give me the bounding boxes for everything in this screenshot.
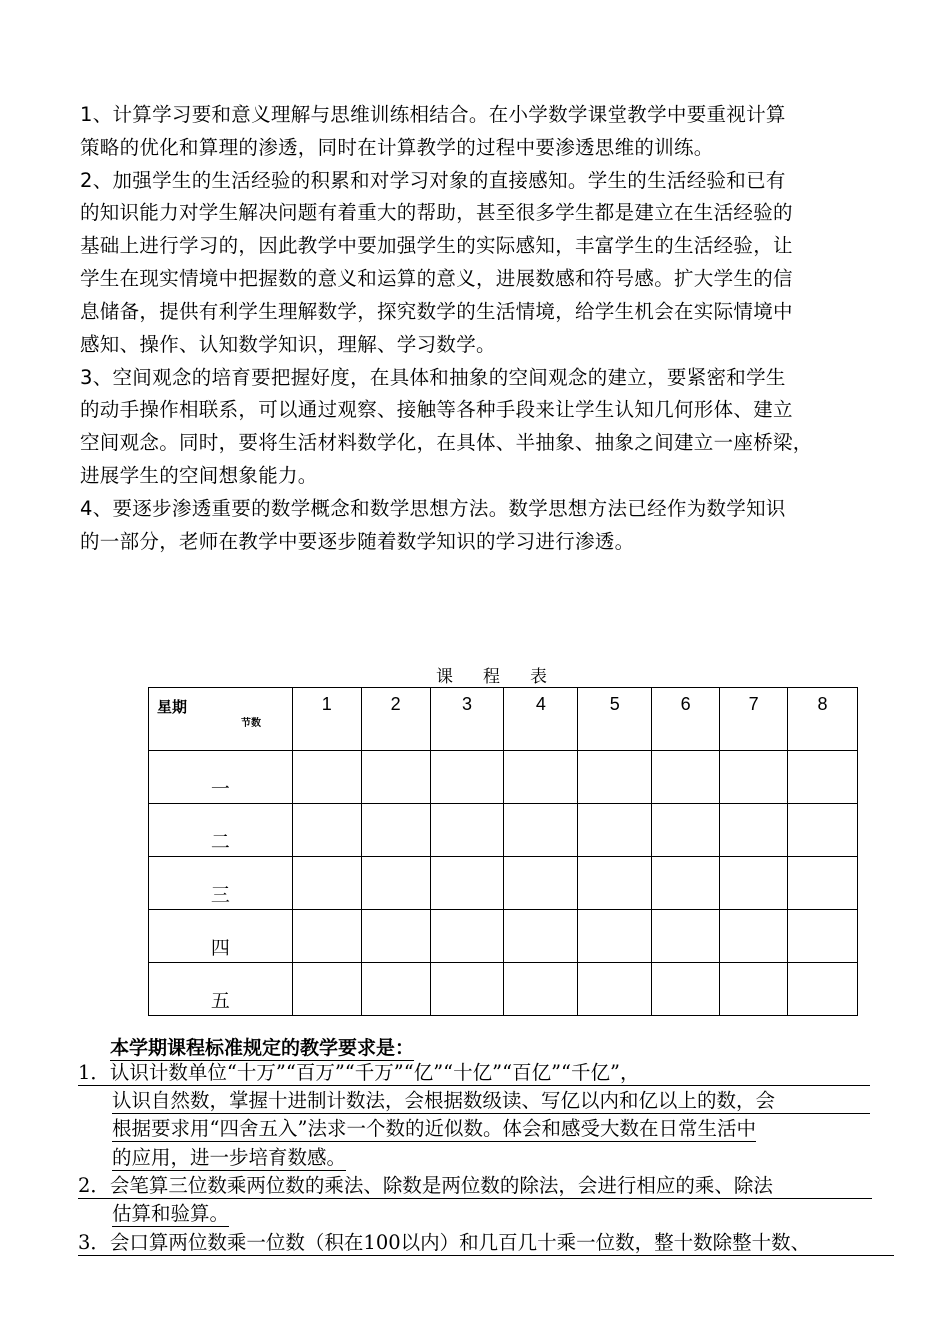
paragraph-line: 3、空间观念的培育要把握好度，在具体和抽象的空间观念的建立，要紧密和学生 — [80, 366, 786, 389]
schedule-cell[interactable] — [292, 751, 361, 804]
paragraph-line: 2、加强学生的生活经验的积累和对学习对象的直接感知。学生的生活经验和已有 — [80, 169, 786, 192]
requirement-line: 估算和验算。 — [112, 1202, 230, 1225]
period-header: 7 — [720, 688, 788, 751]
schedule-cell[interactable] — [361, 910, 430, 963]
period-header: 1 — [292, 688, 361, 751]
day-label: 四 — [149, 910, 293, 963]
paragraph-line: 的知识能力对学生解决问题有着重大的帮助，甚至很多学生都是建立在生活经验的 — [80, 201, 793, 224]
day-row — [149, 857, 858, 910]
schedule-cell[interactable] — [578, 804, 652, 857]
schedule-cell[interactable] — [578, 963, 652, 1016]
schedule-cell[interactable] — [720, 804, 788, 857]
schedule-cell[interactable] — [361, 963, 430, 1016]
schedule-cell[interactable] — [578, 857, 652, 910]
schedule-cell[interactable] — [652, 910, 720, 963]
schedule-cell[interactable] — [361, 857, 430, 910]
schedule-cell[interactable] — [292, 857, 361, 910]
period-header: 8 — [788, 688, 858, 751]
schedule-cell[interactable] — [430, 857, 504, 910]
period-header: 5 — [578, 688, 652, 751]
schedule-cell[interactable] — [292, 910, 361, 963]
schedule-cell[interactable] — [652, 804, 720, 857]
header-row — [149, 688, 858, 751]
requirement-line: 的应用，进一步培育数感。 — [112, 1146, 347, 1169]
paragraph-line: 息储备，提供有利学生理解数学，探究数学的生活情境，给学生机会在实际情境中 — [80, 300, 793, 323]
schedule-cell[interactable] — [720, 857, 788, 910]
schedule-cell[interactable] — [430, 804, 504, 857]
schedule-cell[interactable] — [720, 910, 788, 963]
schedule-cell[interactable] — [292, 963, 361, 1016]
day-label: 五 — [149, 963, 293, 1016]
paragraph-line: 4、要逐步渗透重要的数学概念和数学思想方法。数学思想方法已经作为数学知识 — [80, 497, 786, 520]
requirement-line: 根据要求用“四舍五入”法求一个数的近似数。体会和感受大数在日常生活中 — [112, 1117, 756, 1140]
paragraph-line: 基础上进行学习的，因此教学中要加强学生的实际感知，丰富学生的生活经验，让 — [80, 234, 793, 257]
schedule-cell[interactable] — [652, 963, 720, 1016]
paragraph-line: 学生在现实情境中把握数的意义和运算的意义，进展数感和符号感。扩大学生的信 — [80, 267, 793, 290]
day-row — [149, 751, 858, 804]
day-row — [149, 910, 858, 963]
day-label: 二 — [149, 804, 293, 857]
schedule-table — [148, 687, 858, 1016]
schedule-cell[interactable] — [788, 910, 858, 963]
day-row — [149, 963, 858, 1016]
schedule-cell[interactable] — [504, 857, 578, 910]
schedule-cell[interactable] — [720, 751, 788, 804]
paragraph-line: 进展学生的空间想象能力。 — [80, 464, 318, 487]
paragraph-line: 感知、操作、认知数学知识，理解、学习数学。 — [80, 333, 496, 356]
schedule-cell[interactable] — [788, 751, 858, 804]
paragraph-line: 1、计算学习要和意义理解与思维训练相结合。在小学数学课堂教学中要重视计算 — [80, 103, 786, 126]
requirement-line: 1．认识计数单位“十万”“百万”“千万”“亿”“十亿”“百亿”“千亿”， — [78, 1061, 870, 1086]
schedule-cell[interactable] — [430, 963, 504, 1016]
schedule-cell[interactable] — [504, 963, 578, 1016]
paragraph-line: 的动手操作相联系，可以通过观察、接触等各种手段来让学生认知几何形体、建立 — [80, 398, 793, 421]
schedule-cell[interactable] — [788, 857, 858, 910]
paragraph-line: 的一部分，老师在教学中要逐步随着数学知识的学习进行渗透。 — [80, 530, 635, 553]
schedule-cell[interactable] — [504, 804, 578, 857]
day-label: 一 — [149, 751, 293, 804]
period-header: 2 — [361, 688, 430, 751]
schedule-cell[interactable] — [788, 963, 858, 1016]
requirement-line: 3．会口算两位数乘一位数（积在100以内）和几百几十乘一位数，整十数除整十数、 — [78, 1231, 894, 1256]
schedule-cell[interactable] — [788, 804, 858, 857]
requirement-line: 认识自然数，掌握十进制计数法，会根据数级读、写亿以内和亿以上的数，会 — [112, 1089, 870, 1114]
schedule-cell[interactable] — [430, 751, 504, 804]
schedule-cell[interactable] — [430, 910, 504, 963]
period-header: 3 — [430, 688, 504, 751]
schedule-title: 课程表 — [436, 667, 577, 687]
period-header: 6 — [652, 688, 720, 751]
schedule-cell[interactable] — [578, 910, 652, 963]
paragraph-line: 策略的优化和算理的渗透，同时在计算教学的过程中要渗透思维的训练。 — [80, 136, 714, 159]
schedule-cell[interactable] — [578, 751, 652, 804]
schedule-cell[interactable] — [504, 751, 578, 804]
corner-period-label: 节数 — [241, 718, 261, 729]
paragraph-line: 空间观念。同时，要将生活材料数学化，在具体、半抽象、抽象之间建立一座桥梁， — [80, 431, 813, 454]
schedule-cell[interactable] — [361, 751, 430, 804]
schedule-cell[interactable] — [652, 857, 720, 910]
requirement-line: 2．会笔算三位数乘两位数的乘法、除数是两位数的除法，会进行相应的乘、除法 — [78, 1174, 872, 1199]
schedule-cell[interactable] — [720, 963, 788, 1016]
requirements-title: 本学期课程标准规定的教学要求是： — [110, 1033, 414, 1061]
period-header: 4 — [504, 688, 578, 751]
schedule-cell[interactable] — [361, 804, 430, 857]
day-label: 三 — [149, 857, 293, 910]
corner-weekday-label: 星期 — [157, 699, 188, 716]
schedule-cell[interactable] — [292, 804, 361, 857]
schedule-cell[interactable] — [504, 910, 578, 963]
schedule-cell[interactable] — [652, 751, 720, 804]
day-row — [149, 804, 858, 857]
corner-cell — [149, 688, 293, 751]
